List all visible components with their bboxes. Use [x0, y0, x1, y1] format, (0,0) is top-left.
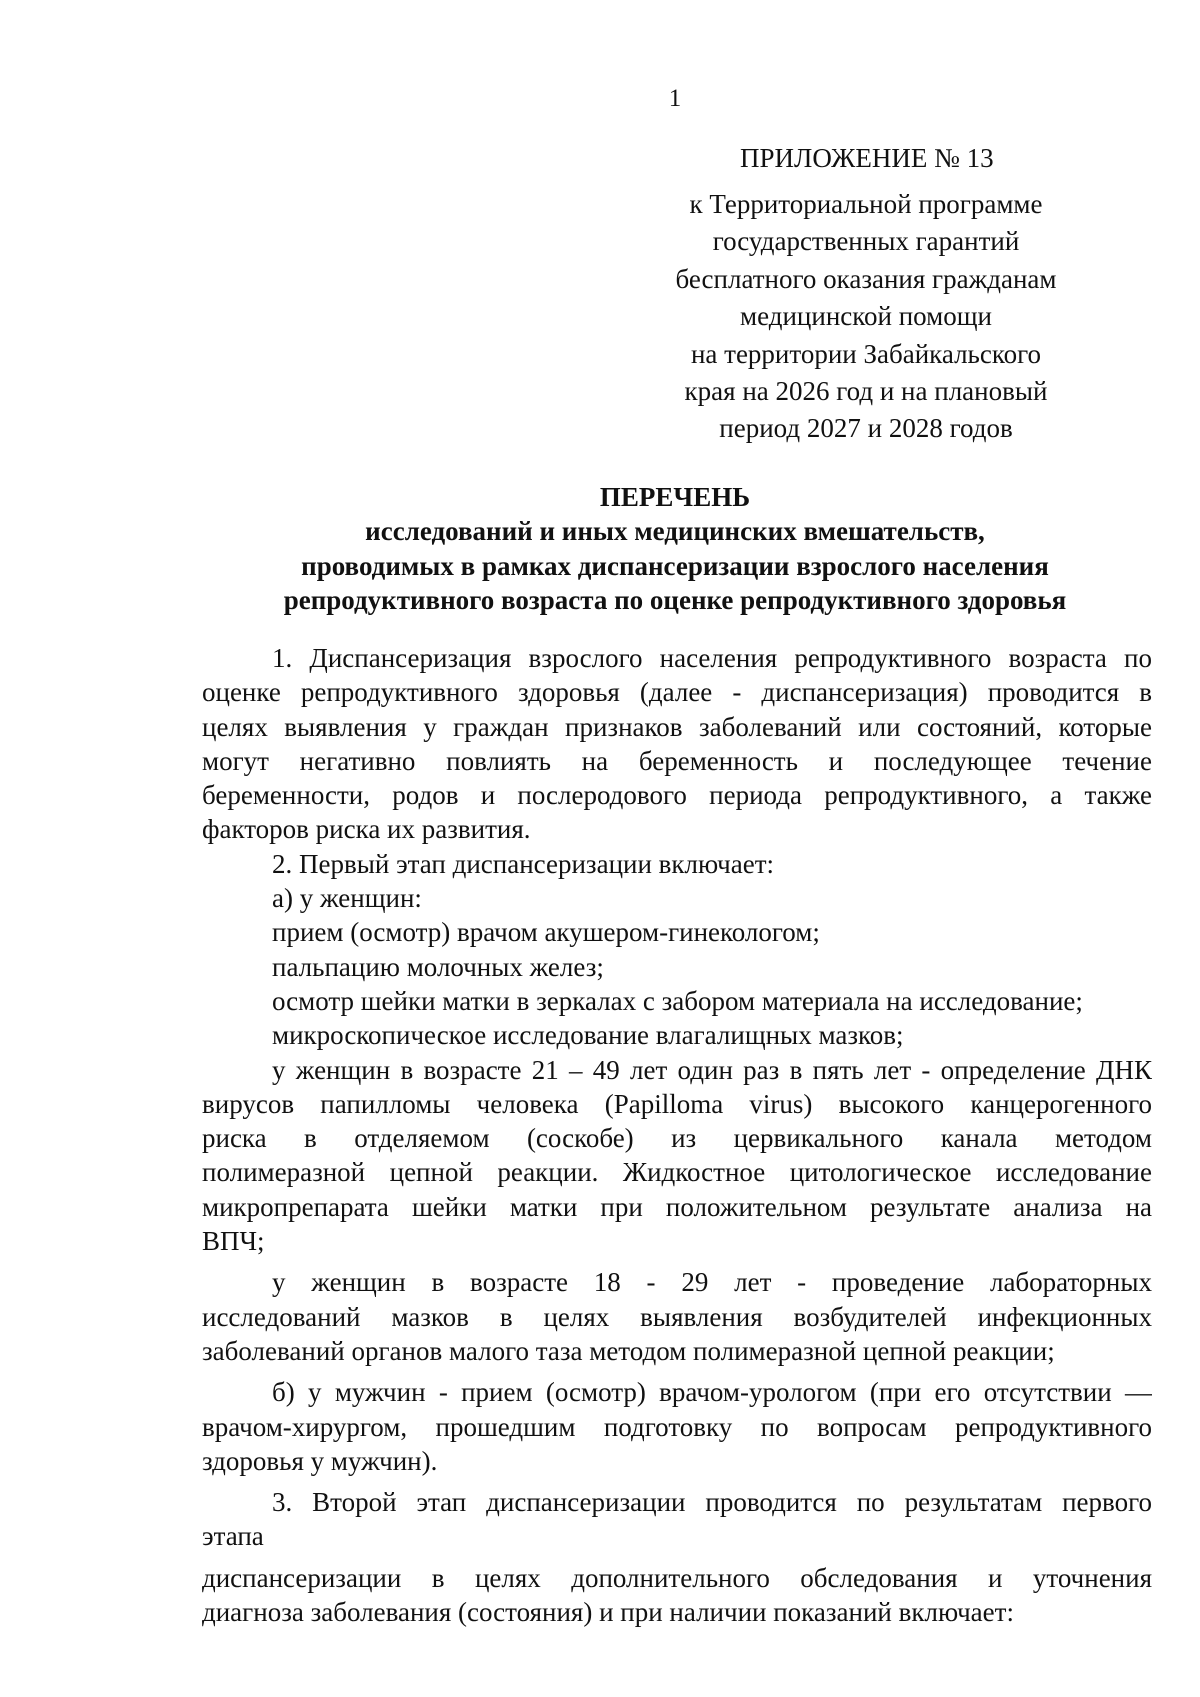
- appendix-line: медицинской помощи: [740, 301, 992, 332]
- body-line: у женщин в возрасте 21 – 49 лет один раз в пять лет - определение ДНК: [272, 1054, 1152, 1085]
- body-line: диагноза заболевания (состояния) и при наличии показаний включает:: [202, 1597, 1014, 1628]
- body-line: прием (осмотр) врачом акушером-гинекологом;: [272, 917, 820, 948]
- appendix-line: государственных гарантий: [712, 226, 1020, 257]
- title-line: репродуктивного возраста по оценке репродуктивного здоровья: [283, 584, 1067, 615]
- appendix-line: бесплатного оказания гражданам: [675, 263, 1057, 294]
- body-line: заболеваний органов малого таза методом полимеразной цепной реакции;: [202, 1335, 1055, 1366]
- page-number: 1: [668, 85, 682, 112]
- body-line: беременности, родов и послеродового периода репродуктивного, а также: [202, 780, 1152, 811]
- body-line: оценке репродуктивного здоровья (далее - диспансеризация) проводится в: [202, 677, 1152, 708]
- body-line: у женщин в возрасте 18 - 29 лет - проведение лабораторных: [272, 1267, 1152, 1298]
- body-line: б) у мужчин - прием (осмотр) врачом-урологом (при его отсутствии —: [272, 1377, 1152, 1408]
- body-line: диспансеризации в целях дополнительного обследования и уточнения: [202, 1562, 1152, 1593]
- body-line: исследований мазков в целях выявления возбудителей инфекционных: [202, 1301, 1152, 1332]
- body-line: осмотр шейки матки в зеркалах с забором материала на исследование;: [272, 985, 1083, 1016]
- body-line: здоровья у мужчин).: [202, 1445, 438, 1476]
- body-line: 3. Второй этап диспансеризации проводится по результатам первого: [272, 1487, 1152, 1518]
- appendix-line: к Территориальной программе: [689, 189, 1043, 219]
- body-line: риска в отделяемом (соскобе) из цервикального канала методом: [202, 1123, 1152, 1154]
- title-line: проводимых в рамках диспансеризации взрослого населения: [301, 550, 1049, 581]
- appendix-subtitle: [646, 186, 1086, 448]
- body-line: могут негативно повлиять на беременность и последующее течение: [202, 745, 1152, 776]
- appendix-line: период 2027 и 2028 годов: [719, 413, 1013, 444]
- document-body: [202, 641, 1152, 1629]
- document-title: [200, 480, 1150, 617]
- body-line: 2. Первый этап диспансеризации включает:: [272, 848, 774, 879]
- title-line: исследований и иных медицинских вмешательств,: [365, 516, 985, 547]
- body-line: полимеразной цепной реакции. Жидкостное цитологическое исследование: [202, 1157, 1152, 1188]
- body-line: 1. Диспансеризация взрослого населения репродуктивного возраста по: [272, 643, 1152, 673]
- body-line: пальпацию молочных желез;: [272, 951, 604, 982]
- appendix-title: ПРИЛОЖЕНИЕ № 13: [740, 143, 994, 173]
- appendix-line: на территории Забайкальского: [690, 338, 1042, 369]
- body-line: а) у женщин:: [272, 883, 422, 914]
- title-heading: ПЕРЕЧЕНЬ: [599, 482, 751, 512]
- body-line: ВПЧ;: [202, 1226, 265, 1257]
- body-line: микроскопическое исследование влагалищных мазков;: [272, 1020, 904, 1051]
- body-line: вирусов папилломы человека (Papilloma virus) высокого канцерогенного: [202, 1088, 1152, 1119]
- body-line: этапа: [202, 1521, 264, 1552]
- body-line: врачом-хирургом, прошедшим подготовку по вопросам репродуктивного: [202, 1411, 1152, 1442]
- body-line: целях выявления у граждан признаков заболеваний или состояний, которые: [202, 711, 1152, 742]
- body-line: факторов риска их развития.: [202, 814, 531, 845]
- body-line: микропрепарата шейки матки при положительном результате анализа на: [202, 1191, 1152, 1222]
- appendix-line: края на 2026 год и на плановый: [684, 376, 1048, 407]
